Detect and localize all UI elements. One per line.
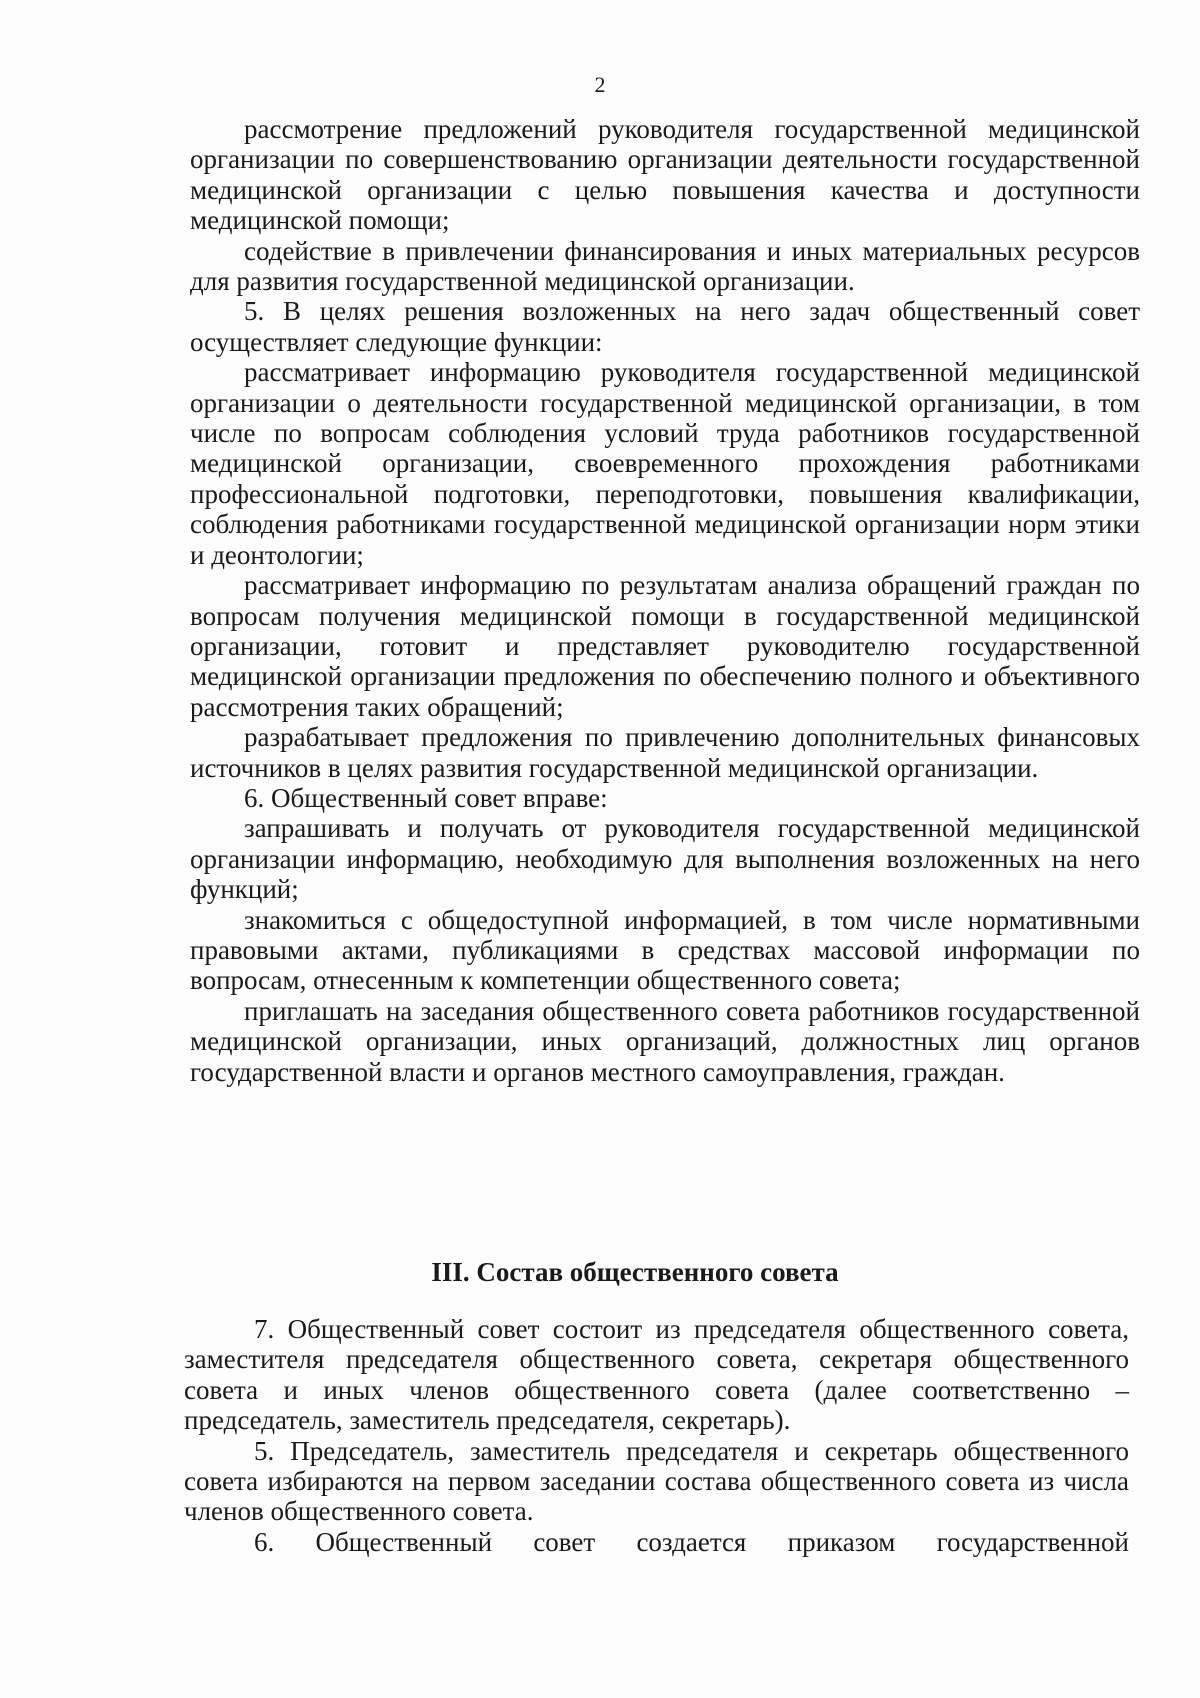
- paragraph-invite-to-meetings: приглашать на заседания общественного совета работников государственной медицинской организации, иных организаций, должностных лиц органов государственной власти и органов местного самоуправления, граждан.: [190, 995, 1140, 1087]
- paragraph-public-information: знакомиться с общедоступной информацией, в том числе нормативными правовыми актами, публикациями в средствах массовой информации по вопросам, отнесенным к компетенции общественного совета;: [190, 904, 1140, 996]
- paragraph-item-6: 6. Общественный совет вправе:: [244, 782, 608, 813]
- page-number: 2: [594, 72, 606, 97]
- paragraph-request-information: запрашивать и получать от руководителя государственной медицинской организации информацию, необходимую для выполнения возложенных на него функций;: [190, 813, 1140, 905]
- paragraph-proposals-review: рассмотрение предложений руководителя государственной медицинской организации по совершенствованию организации деятельности государственной медицинской организации с целью повышения качества и доступности медицинской помощи;: [190, 114, 1140, 236]
- section-heading: III. Состав общественного совета: [431, 1257, 839, 1287]
- paragraph-citizen-appeals: рассматривает информацию по результатам анализа обращений граждан по вопросам получения медицинской помощи в государственной медицинской организации, готовит и представляет руководителю государственной медицинской организации предложения по обеспечению полного и объективного рассмотрения таких обращений;: [190, 570, 1140, 722]
- paragraph-item-5: 5. В целях решения возложенных на него задач общественный совет осуществляет следующие функции:: [190, 296, 1140, 357]
- paragraph-item-7: 7. Общественный совет состоит из председателя общественного совета, заместителя председателя общественного совета, секретаря общественного совета и иных членов общественного совета (далее соответственно – председатель, заместитель председателя, секретарь).: [184, 1314, 1129, 1436]
- composition-text-block: [184, 1314, 1129, 1557]
- main-text-block: [190, 114, 1140, 1087]
- paragraph-additional-funding: разрабатывает предложения по привлечению дополнительных финансовых источников в целях развития государственной медицинской организации.: [190, 722, 1140, 783]
- paragraph-creation-order: 6. Общественный совет создается приказом государственной: [254, 1526, 1129, 1557]
- paragraph-election: 5. Председатель, заместитель председателя и секретарь общественного совета избираются на первом заседании состава общественного совета из числа членов общественного совета.: [184, 1435, 1129, 1527]
- paragraph-funding-assistance: содействие в привлечении финансирования и иных материальных ресурсов для развития государственной медицинской организации.: [190, 235, 1140, 297]
- paragraph-considers-information: рассматривает информацию руководителя государственной медицинской организации о деятельности государственной медицинской организации, в том числе по вопросам соблюдения условий труда работников государственной медицинской организации, своевременного прохождения работниками профессиональной подготовки, переподготовки, повышения квалификации, соблюдения работниками государственной медицинской организации норм этики и деонтологии;: [190, 357, 1140, 570]
